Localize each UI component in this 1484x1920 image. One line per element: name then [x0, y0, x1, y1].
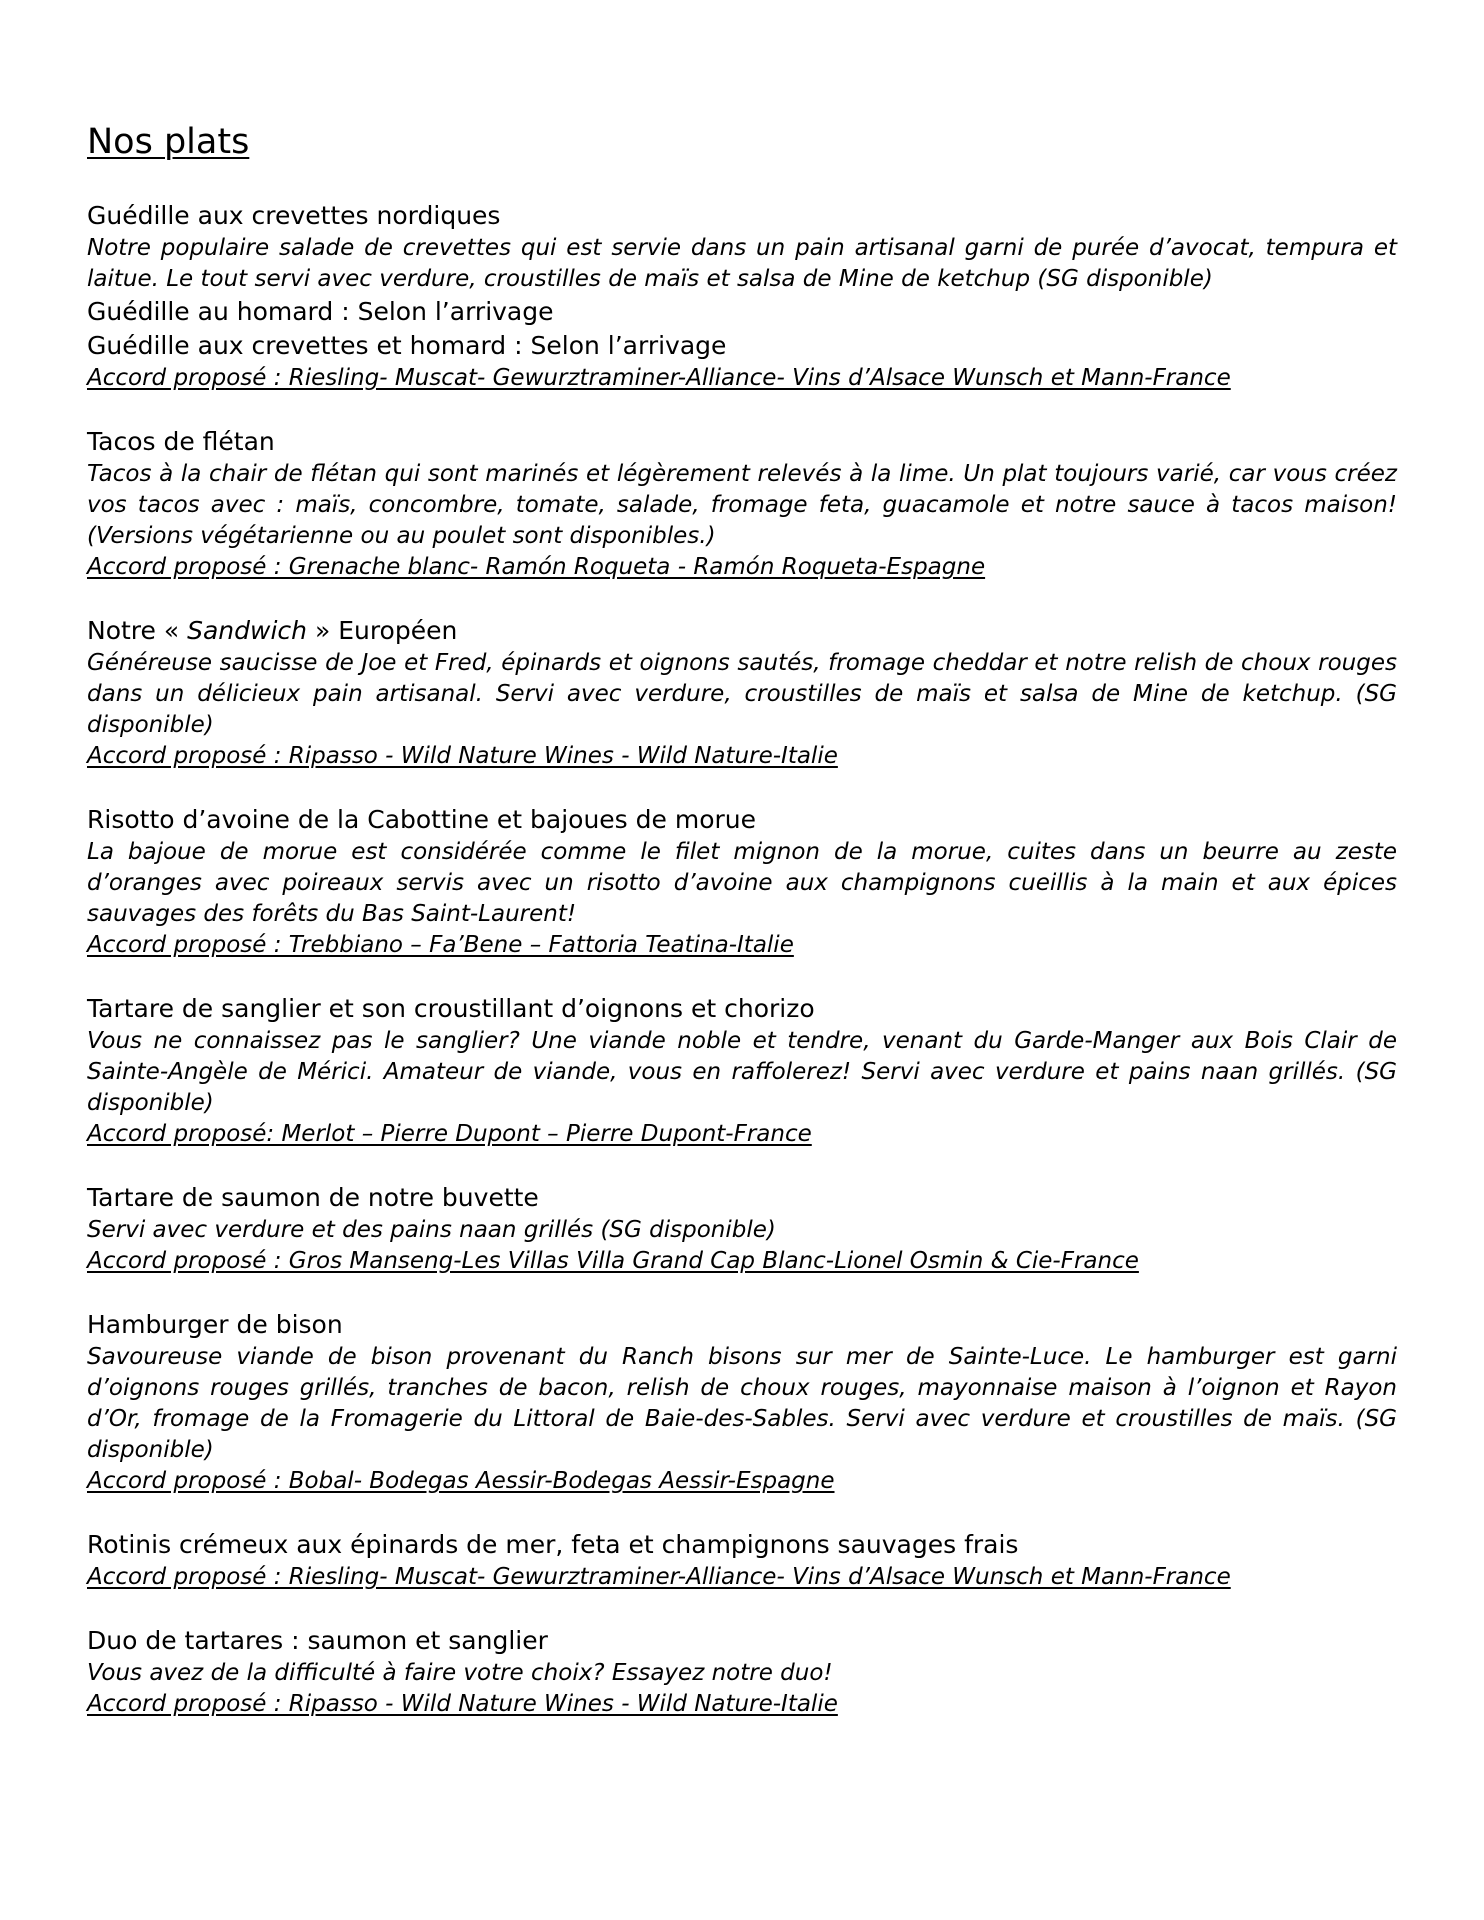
dish-title: Duo de tartares : saumon et sanglier — [87, 1626, 548, 1655]
wine-pairing: Accord proposé : Bobal- Bodegas Aessir-Bodegas Aessir-Espagne — [87, 1468, 835, 1494]
dish-description: Vous avez de la difficulté à faire votre choix? Essayez notre duo! — [87, 1660, 833, 1686]
dish-sandwich-europeen — [87, 614, 1397, 772]
dish-title: Guédille aux crevettes nordiques — [87, 201, 501, 230]
wine-pairing: Accord proposé : Grenache blanc- Ramón Roqueta - Ramón Roqueta-Espagne — [87, 554, 986, 580]
dish-tacos-fletan — [87, 425, 1397, 583]
page-title: Nos plats — [87, 122, 250, 162]
wine-pairing: Accord proposé: Merlot – Pierre Dupont – Pierre Dupont-France — [87, 1121, 812, 1147]
dish-duo-tartares — [87, 1624, 1397, 1720]
dish-title: Tartare de saumon de notre buvette — [87, 1183, 539, 1212]
dish-variant-homard: Guédille au homard : Selon l’arrivage — [87, 297, 554, 326]
dish-guedille-crevettes — [87, 199, 1397, 394]
dish-description: Notre populaire salade de crevettes qui est servie dans un pain artisanal garni de purée d’avocat, tempura et laitue. Le tout servi avec verdure, croustilles de maïs et salsa de Mine de ketchup (SG disponible) — [87, 235, 1397, 292]
wine-pairing: Accord proposé : Ripasso - Wild Nature Wines - Wild Nature-Italie — [87, 743, 838, 769]
dish-title-prefix: Notre « — [87, 616, 188, 645]
dish-variant-crevettes-homard: Guédille aux crevettes et homard : Selon l’arrivage — [87, 331, 727, 360]
wine-pairing: Accord proposé : Trebbiano – Fa’Bene – Fattoria Teatina-Italie — [87, 932, 794, 958]
wine-pairing: Accord proposé : Gros Manseng-Les Villas Villa Grand Cap Blanc-Lionel Osmin & Cie-France — [87, 1248, 1139, 1274]
dish-tartare-saumon — [87, 1181, 1397, 1277]
wine-pairing: Accord proposé : Riesling- Muscat- Gewurztraminer-Alliance- Vins d’Alsace Wunsch et Mann-France — [87, 1564, 1231, 1590]
dish-title-suffix: » Européen — [307, 616, 458, 645]
dish-title: Rotinis crémeux aux épinards de mer, feta et champignons sauvages frais — [87, 1530, 1019, 1559]
dish-hamburger-bison — [87, 1308, 1397, 1497]
dish-title-italic: Sandwich — [187, 616, 307, 645]
dish-title — [87, 614, 1397, 648]
dish-description: Servi avec verdure et des pains naan grillés (SG disponible) — [87, 1217, 776, 1243]
menu-page — [87, 120, 1397, 1751]
dish-description: Généreuse saucisse de Joe et Fred, épinards et oignons sautés, fromage cheddar et notre relish de choux rouges dans un délicieux pain artisanal. Servi avec verdure, croustilles de maïs et salsa de Mine de ketchup. (SG disponible) — [87, 650, 1397, 738]
wine-pairing: Accord proposé : Riesling- Muscat- Gewurztraminer-Alliance- Vins d’Alsace Wunsch et Mann-France — [87, 365, 1231, 391]
dish-title: Tartare de sanglier et son croustillant d’oignons et chorizo — [87, 994, 815, 1023]
dish-description: Vous ne connaissez pas le sanglier? Une viande noble et tendre, venant du Garde-Manger aux Bois Clair de Sainte-Angèle de Mérici. Amateur de viande, vous en raffolerez! Servi avec verdure et pains naan grillés. (SG disponible) — [87, 1028, 1397, 1116]
dish-title: Risotto d’avoine de la Cabottine et bajoues de morue — [87, 805, 757, 834]
wine-pairing: Accord proposé : Ripasso - Wild Nature Wines - Wild Nature-Italie — [87, 1691, 838, 1717]
dish-description: Tacos à la chair de flétan qui sont marinés et légèrement relevés à la lime. Un plat toujours varié, car vous créez vos tacos avec : maïs, concombre, tomate, salade, fromage feta, guacamole et notre sauce à tacos maison! (Versions végétarienne ou au poulet sont disponibles.) — [87, 461, 1397, 549]
dish-risotto-avoine — [87, 803, 1397, 961]
dish-title: Hamburger de bison — [87, 1310, 343, 1339]
dish-title: Tacos de flétan — [87, 427, 275, 456]
dish-description: La bajoue de morue est considérée comme le filet mignon de la morue, cuites dans un beurre au zeste d’oranges avec poireaux servis avec un risotto d’avoine aux champignons cueillis à la main et aux épices sauvages des forêts du Bas Saint-Laurent! — [87, 839, 1397, 927]
dish-rotinis-cremeux — [87, 1528, 1397, 1593]
dish-tartare-sanglier — [87, 992, 1397, 1150]
dish-description: Savoureuse viande de bison provenant du Ranch bisons sur mer de Sainte-Luce. Le hamburger est garni d’oignons rouges grillés, tranches de bacon, relish de choux rouges, mayonnaise maison à l’oignon et Rayon d’Or, fromage de la Fromagerie du Littoral de Baie-des-Sables. Servi avec verdure et croustilles de maïs. (SG disponible) — [87, 1344, 1397, 1463]
